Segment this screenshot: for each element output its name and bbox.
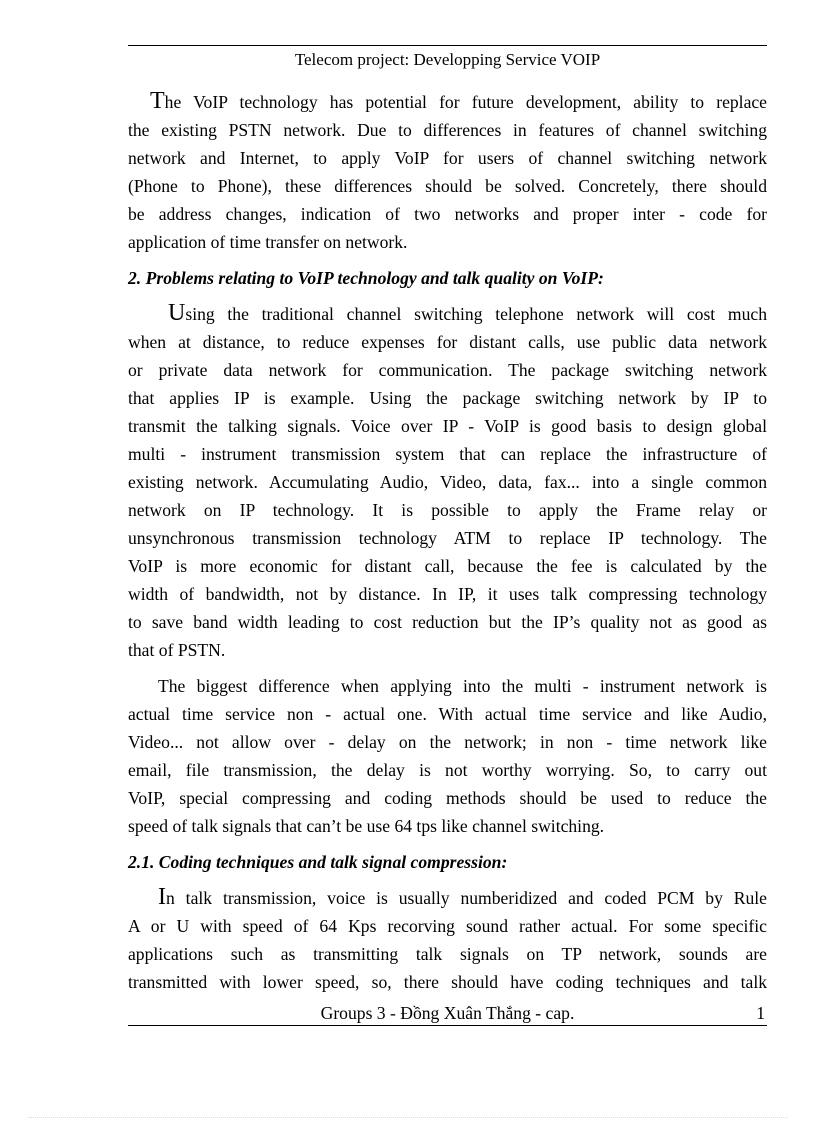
paragraph-line: The VoIP technology has potential for future development, ability to replace (150, 88, 767, 114)
paragraph-line: transmitted with lower speed, so, there should have coding techniques and talk (128, 972, 767, 992)
page-body (128, 88, 767, 996)
paragraph-coding (128, 884, 767, 996)
paragraph-line: VoIP is more economic for distant call, because the fee is calculated by the (128, 556, 767, 576)
paragraph-line: A or U with speed of 64 Kps recorving sound rather actual. For some specific (128, 916, 767, 936)
paragraph-line: when at distance, to reduce expenses for distant calls, use public data network (128, 332, 767, 352)
drop-cap: U (168, 300, 186, 326)
paragraph-line: width of bandwidth, not by distance. In IP, it uses talk compressing technology (128, 584, 767, 604)
paragraph-line: email, file transmission, the delay is not worthy worrying. So, to carry out (128, 760, 767, 780)
paragraph-line: The biggest difference when applying into the multi - instrument network is (158, 676, 767, 696)
paragraph-problems (128, 300, 767, 664)
paragraph-line: (Phone to Phone), these differences should be solved. Concretely, there should (128, 176, 767, 196)
paragraph-line: be address changes, indication of two networks and proper inter - code for (128, 204, 767, 224)
paragraph-line: applications such as transmitting talk signals on TP network, sounds are (128, 944, 767, 964)
drop-cap: T (150, 88, 165, 114)
paragraph-line: speed of talk signals that can’t be use 64 tps like channel switching. (128, 816, 605, 836)
paragraph-line: that of PSTN. (128, 640, 226, 660)
paragraph-line: multi - instrument transmission system that can replace the infrastructure of (128, 444, 767, 464)
paragraph-line: Video... not allow over - delay on the network; in non - time network like (128, 732, 767, 752)
paragraph-line: the existing PSTN network. Due to differences in features of channel switching (128, 120, 767, 140)
page-number: 1 (756, 1003, 765, 1023)
paragraph-line: or private data network for communication. The package switching network (128, 360, 767, 380)
drop-cap: I (158, 884, 166, 910)
bottom-dotted-rule (28, 1117, 788, 1118)
paragraph-line: network on IP technology. It is possible to apply the Frame relay or (128, 500, 767, 520)
section-heading-2: 2. Problems relating to VoIP technology and talk quality on VoIP: (128, 268, 604, 288)
paragraph-line: VoIP, special compressing and coding methods should be used to reduce the (128, 788, 767, 808)
paragraph-line: Using the traditional channel switching telephone network will cost much (168, 300, 767, 326)
paragraph-intro (128, 88, 767, 256)
footer-author: Groups 3 - Đồng Xuân Thắng - cap. (320, 1003, 575, 1023)
paragraph-line: network and Internet, to apply VoIP for users of channel switching network (128, 148, 767, 168)
paragraph-line: transmit the talking signals. Voice over IP - VoIP is good basis to design global (128, 416, 767, 436)
paragraph-line: In talk transmission, voice is usually numberidized and coded PCM by Rule (158, 884, 767, 910)
header-rule (128, 45, 767, 46)
paragraph-difference (128, 672, 767, 840)
paragraph-line: that applies IP is example. Using the package switching network by IP to (128, 388, 767, 408)
page-header-title: Telecom project: Developping Service VOIP (294, 50, 601, 69)
paragraph-line: actual time service non - actual one. With actual time service and like Audio, (128, 704, 767, 724)
paragraph-line: unsynchronous transmission technology ATM to replace IP technology. The (128, 528, 767, 548)
paragraph-line: to save band width leading to cost reduction but the IP’s quality not as good as (128, 612, 767, 632)
page-footer (128, 1001, 767, 1026)
section-heading-2-1: 2.1. Coding techniques and talk signal compression: (128, 852, 508, 872)
paragraph-line: application of time transfer on network. (128, 232, 408, 252)
paragraph-line: existing network. Accumulating Audio, Video, data, fax... into a single common (128, 472, 767, 492)
